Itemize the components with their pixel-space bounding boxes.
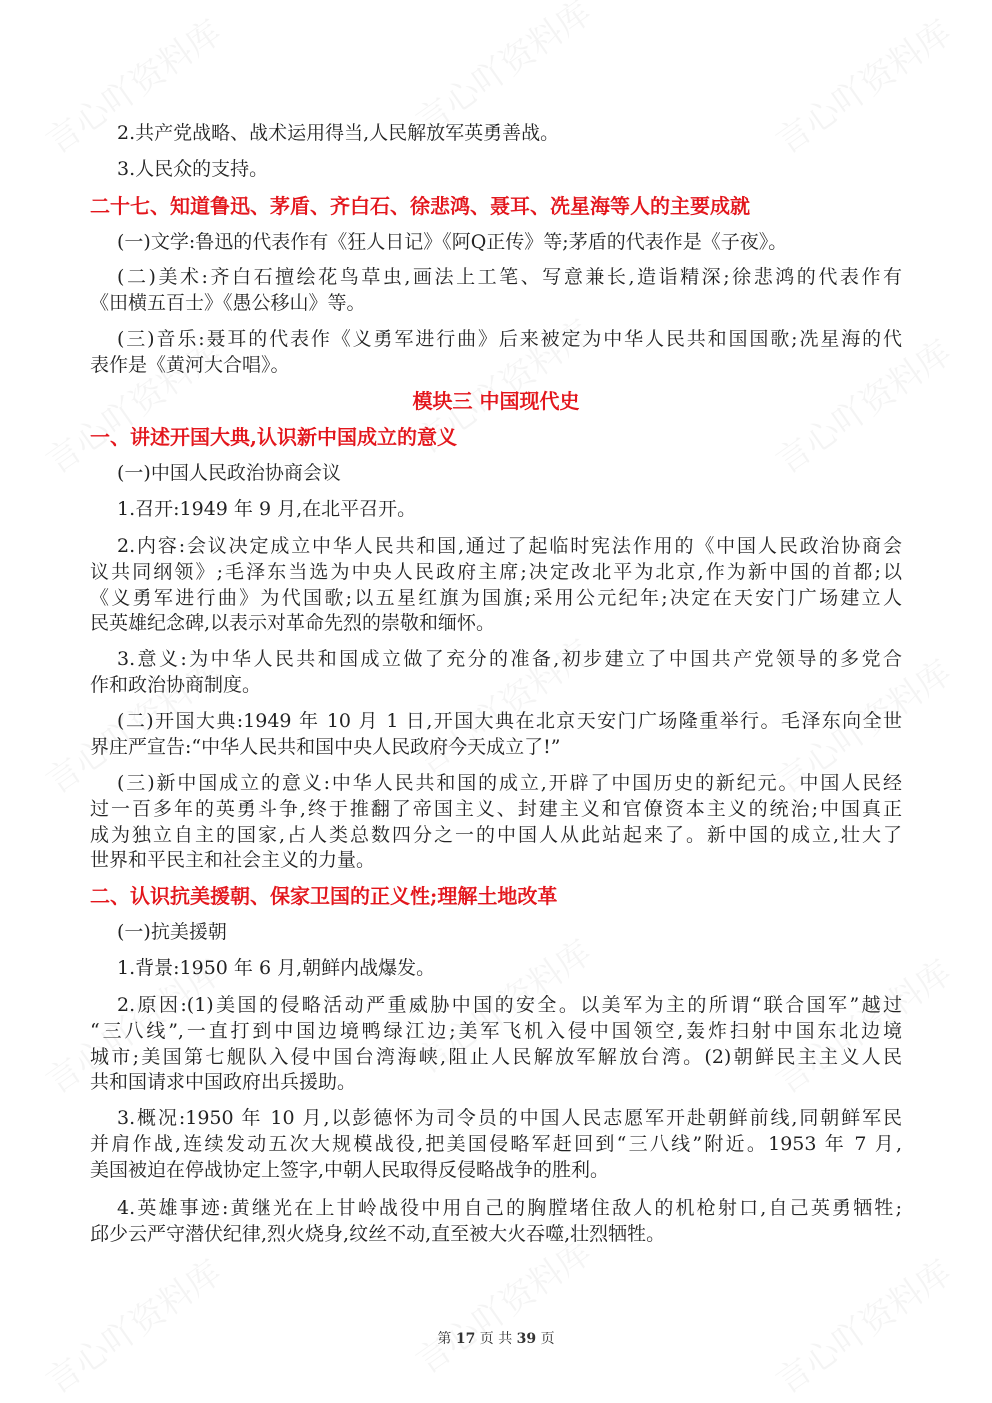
paragraph-line: (一)中国人民政治协商会议 — [117, 462, 341, 484]
footer-middle: 页 共 — [479, 1331, 513, 1347]
paragraph-line: 城市;美国第七舰队入侵中国台湾海峡,阻止人民解放军解放台湾。(2)朝鲜民主主义人民 — [90, 1045, 902, 1068]
watermark-text — [34, 1246, 229, 1403]
paragraph-line: 作和政治协商制度。 — [90, 673, 262, 696]
current-page-number: 17 — [455, 1331, 476, 1347]
paragraph-line: 3.人民众的支持。 — [117, 158, 269, 180]
paragraph-line: 界庄严宣告:“中华人民共和国中央人民政府今天成立了!” — [90, 735, 561, 758]
paragraph-line: 邱少云严守潜伏纪律,烈火烧身,纹丝不动,直至被大火吞噬,壮烈牺牲。 — [90, 1222, 666, 1245]
paragraph-line: 世界和平民主和社会主义的力量。 — [90, 849, 376, 872]
paragraph-line: 议共同纲领》;毛泽东当选为中央人民政府主席;决定改北平为北京,作为新中国的首都;以 — [90, 560, 902, 583]
paragraph-line: 2.内容:会议决定成立中华人民共和国,通过了起临时宪法作用的《中国人民政治协商会 — [117, 535, 902, 557]
paragraph-line: 1.背景:1950 年 6 月,朝鲜内战爆发。 — [117, 957, 436, 979]
page-footer — [0, 1328, 992, 1348]
paragraph-line: (二)美术:齐白石擅绘花鸟草虫,画法上工笔、写意兼长,造诣精深;徐悲鸿的代表作有 — [117, 266, 902, 288]
paragraph-line: 3.意义:为中华人民共和国成立做了充分的准备,初步建立了中国共产党领导的多党合 — [117, 648, 902, 670]
paragraph-line: (一)文学:鲁迅的代表作有《狂人日记》《阿Q正传》等;茅盾的代表作是《子夜》。 — [117, 231, 788, 253]
paragraph-line: 2.原因:(1)美国的侵略活动严重威胁中国的安全。以美军为主的所谓“联合国军”越过 — [117, 994, 902, 1016]
paragraph-line: 《田横五百士》《愚公移山》等。 — [90, 291, 366, 314]
section-heading: 二十七、知道鲁迅、茅盾、齐白石、徐悲鸿、聂耳、冼星海等人的主要成就 — [90, 194, 750, 218]
paragraph-line: (三)新中国成立的意义:中华人民共和国的成立,开辟了中国历史的新纪元。中国人民经 — [117, 772, 902, 794]
paragraph-line: 2.共产党战略、战术运用得当,人民解放军英勇善战。 — [117, 122, 560, 144]
paragraph-line: 共和国请求中国政府出兵援助。 — [90, 1071, 357, 1094]
module-title: 模块三 中国现代史 — [412, 389, 580, 413]
paragraph-line: (三)音乐:聂耳的代表作《义勇军进行曲》后来被定为中华人民共和国国歌;冼星海的代 — [117, 328, 902, 350]
paragraph-line: “三八线”,一直打到中国边境鸭绿江边;美军飞机入侵中国领空,轰炸扫射中国东北边境 — [90, 1019, 902, 1042]
paragraph-line: (一)抗美援朝 — [117, 921, 227, 943]
total-pages-number: 39 — [516, 1331, 537, 1347]
paragraph-line: 成为独立自主的国家,占人类总数四分之一的中国人从此站起来了。新中国的成立,壮大了 — [90, 823, 902, 846]
paragraph-line: 3.概况:1950 年 10 月,以彭德怀为司令员的中国人民志愿军开赴朝鲜前线,同朝鲜军民 — [117, 1107, 902, 1129]
section-heading: 二、认识抗美援朝、保家卫国的正义性;理解土地改革 — [90, 884, 558, 908]
section-heading: 一、讲述开国大典,认识新中国成立的意义 — [90, 425, 457, 449]
paragraph-line: 表作是《黄河大合唱》。 — [90, 353, 290, 376]
paragraph-line: 美国被迫在停战协定上签字,中朝人民取得反侵略战争的胜利。 — [90, 1158, 610, 1181]
watermark-text — [404, 1226, 599, 1383]
paragraph-line: 4.英雄事迹:黄继光在上甘岭战役中用自己的胸膛堵住敌人的机枪射口,自己英勇牺牲; — [117, 1197, 902, 1219]
paragraph-line: 1.召开:1949 年 9 月,在北平召开。 — [117, 498, 417, 520]
paragraph-line: 民英雄纪念碑,以表示对革命先烈的崇敬和缅怀。 — [90, 612, 496, 635]
footer-suffix: 页 — [540, 1331, 555, 1347]
paragraph-line: 过一百多年的英勇斗争,终于推翻了帝国主义、封建主义和官僚资本主义的统治;中国真正 — [90, 797, 902, 820]
watermark-text — [764, 1246, 959, 1403]
paragraph-line: 并肩作战,连续发动五次大规模战役,把美国侵略军赶回到“三八线”附近。1953 年 7 月, — [90, 1132, 902, 1155]
footer-prefix: 第 — [437, 1331, 452, 1347]
paragraph-line: (二)开国大典:1949 年 10 月 1 日,开国大典在北京天安门广场隆重举行。毛泽东向全世 — [117, 710, 902, 732]
paragraph-line: 《义勇军进行曲》为代国歌;以五星红旗为国旗;采用公元纪年;决定在天安门广场建立人 — [90, 586, 902, 609]
